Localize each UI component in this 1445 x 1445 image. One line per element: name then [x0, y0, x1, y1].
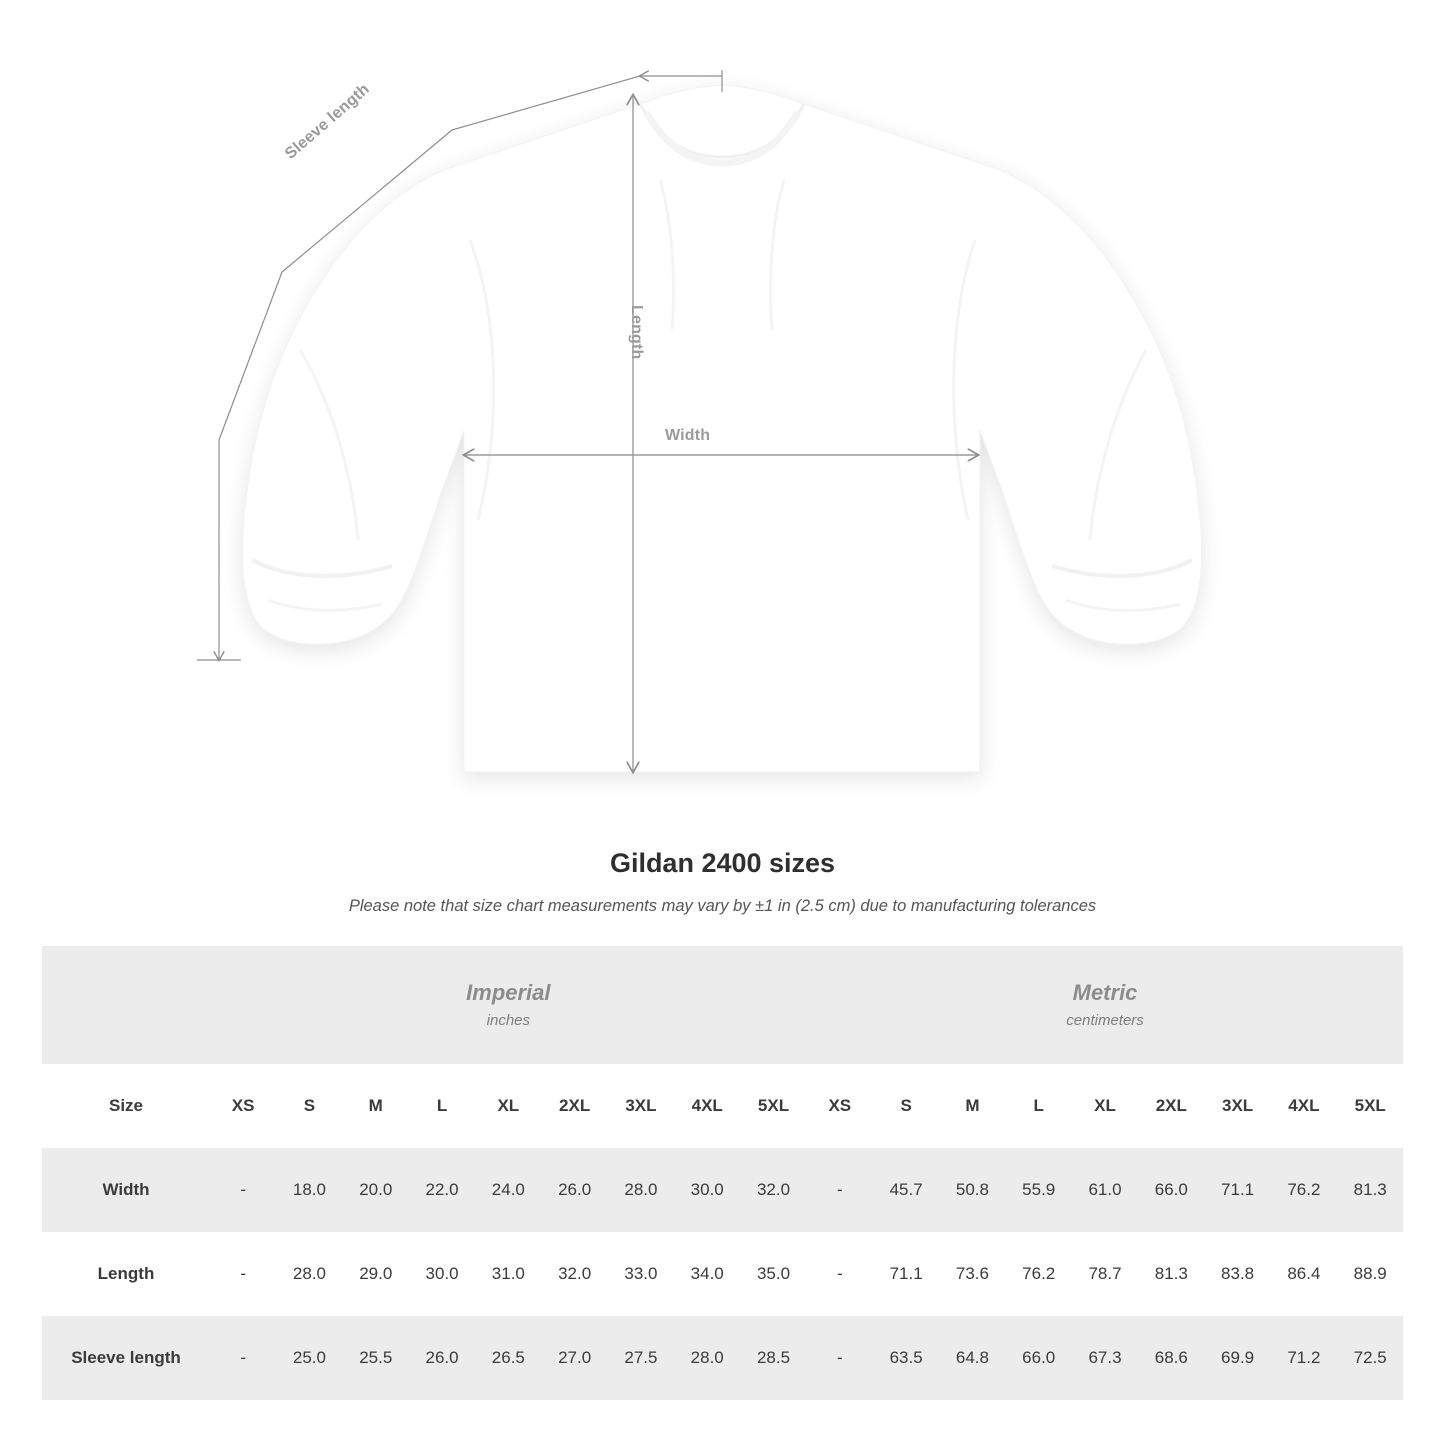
size-label-cell: Size	[42, 1064, 210, 1148]
table-row-length	[42, 1232, 1403, 1316]
sleeve-5xl-in: 28.5	[740, 1316, 806, 1400]
size-col-2xl-metric: 2XL	[1138, 1064, 1204, 1148]
width-label: Width	[665, 427, 711, 444]
sleeve-length-label: Sleeve length	[282, 80, 373, 163]
row-label-width: Width	[42, 1148, 210, 1232]
length-l-cm: 76.2	[1006, 1232, 1072, 1316]
width-m-cm: 50.8	[939, 1148, 1005, 1232]
size-col-3xl-imperial: 3XL	[608, 1064, 674, 1148]
page-title: Gildan 2400 sizes	[609, 848, 836, 878]
sleeve-m-in: 25.5	[343, 1316, 409, 1400]
size-col-l-imperial: L	[409, 1064, 475, 1148]
size-col-s-metric: S	[873, 1064, 939, 1148]
imperial-header-cell	[210, 946, 807, 1064]
length-s-cm: 71.1	[873, 1232, 939, 1316]
metric-header-cell	[807, 946, 1404, 1064]
length-xl-in: 31.0	[475, 1232, 541, 1316]
width-s-in: 18.0	[276, 1148, 342, 1232]
shirt-body-shape	[243, 85, 1202, 772]
length-l-in: 30.0	[409, 1232, 475, 1316]
row-label-sleeve-length: Sleeve length	[42, 1316, 210, 1400]
units-header-row	[42, 946, 1403, 1064]
width-4xl-cm: 76.2	[1271, 1148, 1337, 1232]
width-4xl-in: 30.0	[674, 1148, 740, 1232]
width-s-cm: 45.7	[873, 1148, 939, 1232]
size-col-4xl-metric: 4XL	[1271, 1064, 1337, 1148]
width-l-cm: 55.9	[1006, 1148, 1072, 1232]
sleeve-3xl-in: 27.5	[608, 1316, 674, 1400]
table-row-sleeve-length	[42, 1316, 1403, 1400]
size-col-xs-metric: XS	[807, 1064, 873, 1148]
length-4xl-in: 34.0	[674, 1232, 740, 1316]
width-xs-in: -	[210, 1148, 276, 1232]
size-chart-table	[42, 946, 1403, 1400]
sleeve-l-cm: 66.0	[1006, 1316, 1072, 1400]
length-label: Length	[628, 305, 645, 360]
size-col-2xl-imperial: 2XL	[541, 1064, 607, 1148]
length-3xl-cm: 83.8	[1204, 1232, 1270, 1316]
size-col-5xl-imperial: 5XL	[740, 1064, 806, 1148]
sleeve-2xl-cm: 68.6	[1138, 1316, 1204, 1400]
sleeve-s-in: 25.0	[276, 1316, 342, 1400]
width-l-in: 22.0	[409, 1148, 475, 1232]
width-2xl-in: 26.0	[541, 1148, 607, 1232]
sleeve-4xl-in: 28.0	[674, 1316, 740, 1400]
tolerance-note: Please note that size chart measurements may vary by ±1 in (2.5 cm) due to manufacturing tolerances	[348, 897, 1097, 915]
table-row-width	[42, 1148, 1403, 1232]
length-2xl-cm: 81.3	[1138, 1232, 1204, 1316]
row-label-length: Length	[42, 1232, 210, 1316]
size-col-4xl-imperial: 4XL	[674, 1064, 740, 1148]
width-xl-in: 24.0	[475, 1148, 541, 1232]
length-m-cm: 73.6	[939, 1232, 1005, 1316]
length-xs-cm: -	[807, 1232, 873, 1316]
width-2xl-cm: 66.0	[1138, 1148, 1204, 1232]
imperial-name: Imperial	[466, 979, 551, 1005]
size-col-xl-metric: XL	[1072, 1064, 1138, 1148]
size-col-s-imperial: S	[276, 1064, 342, 1148]
width-xl-cm: 61.0	[1072, 1148, 1138, 1232]
length-s-in: 28.0	[276, 1232, 342, 1316]
width-5xl-cm: 81.3	[1337, 1148, 1403, 1232]
length-5xl-in: 35.0	[740, 1232, 806, 1316]
width-3xl-cm: 71.1	[1204, 1148, 1270, 1232]
width-3xl-in: 28.0	[608, 1148, 674, 1232]
metric-name: Metric	[1072, 979, 1138, 1005]
length-m-in: 29.0	[343, 1232, 409, 1316]
imperial-sub: inches	[486, 1012, 531, 1030]
size-col-3xl-metric: 3XL	[1204, 1064, 1270, 1148]
size-col-xl-imperial: XL	[475, 1064, 541, 1148]
size-chart-table-wrapper	[42, 946, 1403, 1400]
size-col-m-imperial: M	[343, 1064, 409, 1148]
units-spacer-cell	[42, 946, 210, 1064]
size-col-5xl-metric: 5XL	[1337, 1064, 1403, 1148]
sleeve-4xl-cm: 71.2	[1271, 1316, 1337, 1400]
sleeve-xs-in: -	[210, 1316, 276, 1400]
sleeve-xs-cm: -	[807, 1316, 873, 1400]
sleeve-l-in: 26.0	[409, 1316, 475, 1400]
length-3xl-in: 33.0	[608, 1232, 674, 1316]
sleeve-s-cm: 63.5	[873, 1316, 939, 1400]
sleeve-xl-cm: 67.3	[1072, 1316, 1138, 1400]
length-2xl-in: 32.0	[541, 1232, 607, 1316]
length-4xl-cm: 86.4	[1271, 1232, 1337, 1316]
sleeve-2xl-in: 27.0	[541, 1316, 607, 1400]
length-xs-in: -	[210, 1232, 276, 1316]
length-xl-cm: 78.7	[1072, 1232, 1138, 1316]
sleeve-3xl-cm: 69.9	[1204, 1316, 1270, 1400]
size-col-xs-imperial: XS	[210, 1064, 276, 1148]
size-col-l-metric: L	[1006, 1064, 1072, 1148]
sleeve-m-cm: 64.8	[939, 1316, 1005, 1400]
sleeve-5xl-cm: 72.5	[1337, 1316, 1403, 1400]
width-m-in: 20.0	[343, 1148, 409, 1232]
width-xs-cm: -	[807, 1148, 873, 1232]
length-5xl-cm: 88.9	[1337, 1232, 1403, 1316]
title-block	[0, 848, 1445, 916]
sleeve-xl-in: 26.5	[475, 1316, 541, 1400]
size-col-m-metric: M	[939, 1064, 1005, 1148]
size-header-row	[42, 1064, 1403, 1148]
width-5xl-in: 32.0	[740, 1148, 806, 1232]
metric-sub: centimeters	[1066, 1012, 1144, 1030]
